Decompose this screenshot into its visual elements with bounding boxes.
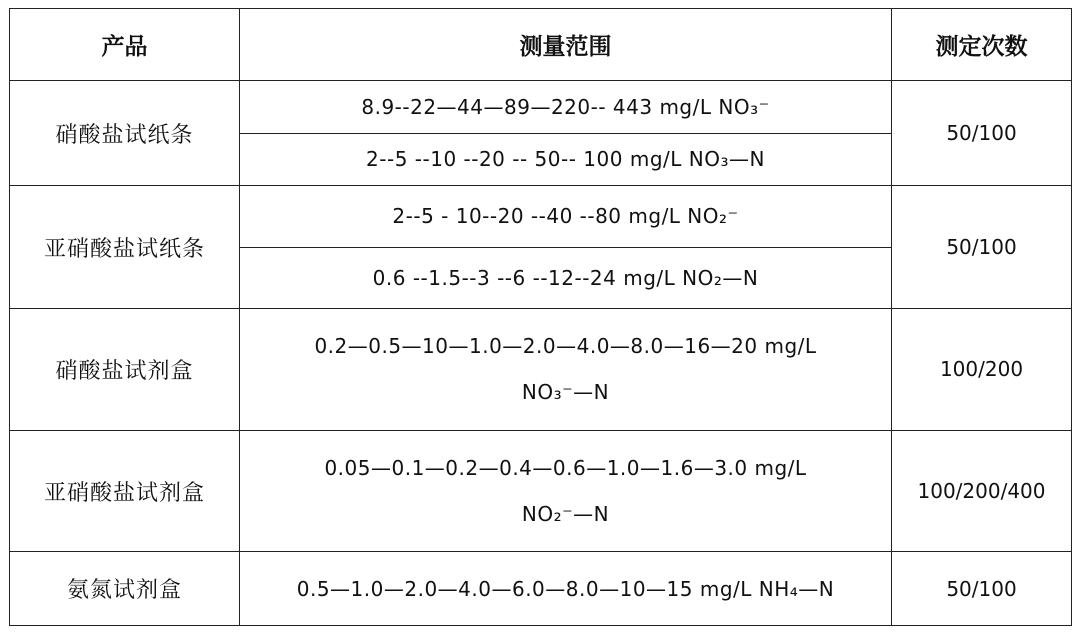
product-cell: 硝酸盐试纸条	[10, 81, 240, 186]
range-cell: 8.9--22—44—89—220-- 443 mg/L NO₃⁻	[240, 81, 892, 133]
count-cell: 100/200	[892, 308, 1072, 430]
product-range-table	[9, 8, 1072, 626]
product-cell: 硝酸盐试剂盒	[10, 308, 240, 430]
header-product: 产品	[10, 9, 240, 81]
table-row	[10, 308, 1072, 430]
range-cell: 0.5—1.0—2.0—4.0—6.0—8.0—10—15 mg/L NH₄—N	[240, 552, 892, 626]
product-cell: 亚硝酸盐试纸条	[10, 186, 240, 309]
product-cell: 氨氮试剂盒	[10, 552, 240, 626]
header-range: 测量范围	[240, 9, 892, 81]
range-cell	[240, 308, 892, 430]
range-line-2: NO₃⁻—N	[521, 380, 610, 405]
count-cell: 50/100	[892, 81, 1072, 186]
range-cell: 2--5 - 10--20 --40 --80 mg/L NO₂⁻	[240, 186, 892, 247]
table-row	[10, 552, 1072, 626]
count-cell: 50/100	[892, 186, 1072, 309]
count-cell: 50/100	[892, 552, 1072, 626]
range-line-1: 0.05—0.1—0.2—0.4—0.6—1.0—1.6—3.0 mg/L	[324, 456, 807, 481]
table-row	[10, 186, 1072, 247]
table-row	[10, 81, 1072, 133]
product-cell: 亚硝酸盐试剂盒	[10, 430, 240, 552]
table-header-row	[10, 9, 1072, 81]
count-cell: 100/200/400	[892, 430, 1072, 552]
range-cell	[240, 430, 892, 552]
header-count: 测定次数	[892, 9, 1072, 81]
range-cell: 0.6 --1.5--3 --6 --12--24 mg/L NO₂—N	[240, 247, 892, 308]
range-line-2: NO₂⁻—N	[521, 502, 610, 527]
range-line-1: 0.2—0.5—10—1.0—2.0—4.0—8.0—16—20 mg/L	[314, 334, 817, 359]
range-cell: 2--5 --10 --20 -- 50-- 100 mg/L NO₃—N	[240, 133, 892, 185]
table-row	[10, 430, 1072, 552]
